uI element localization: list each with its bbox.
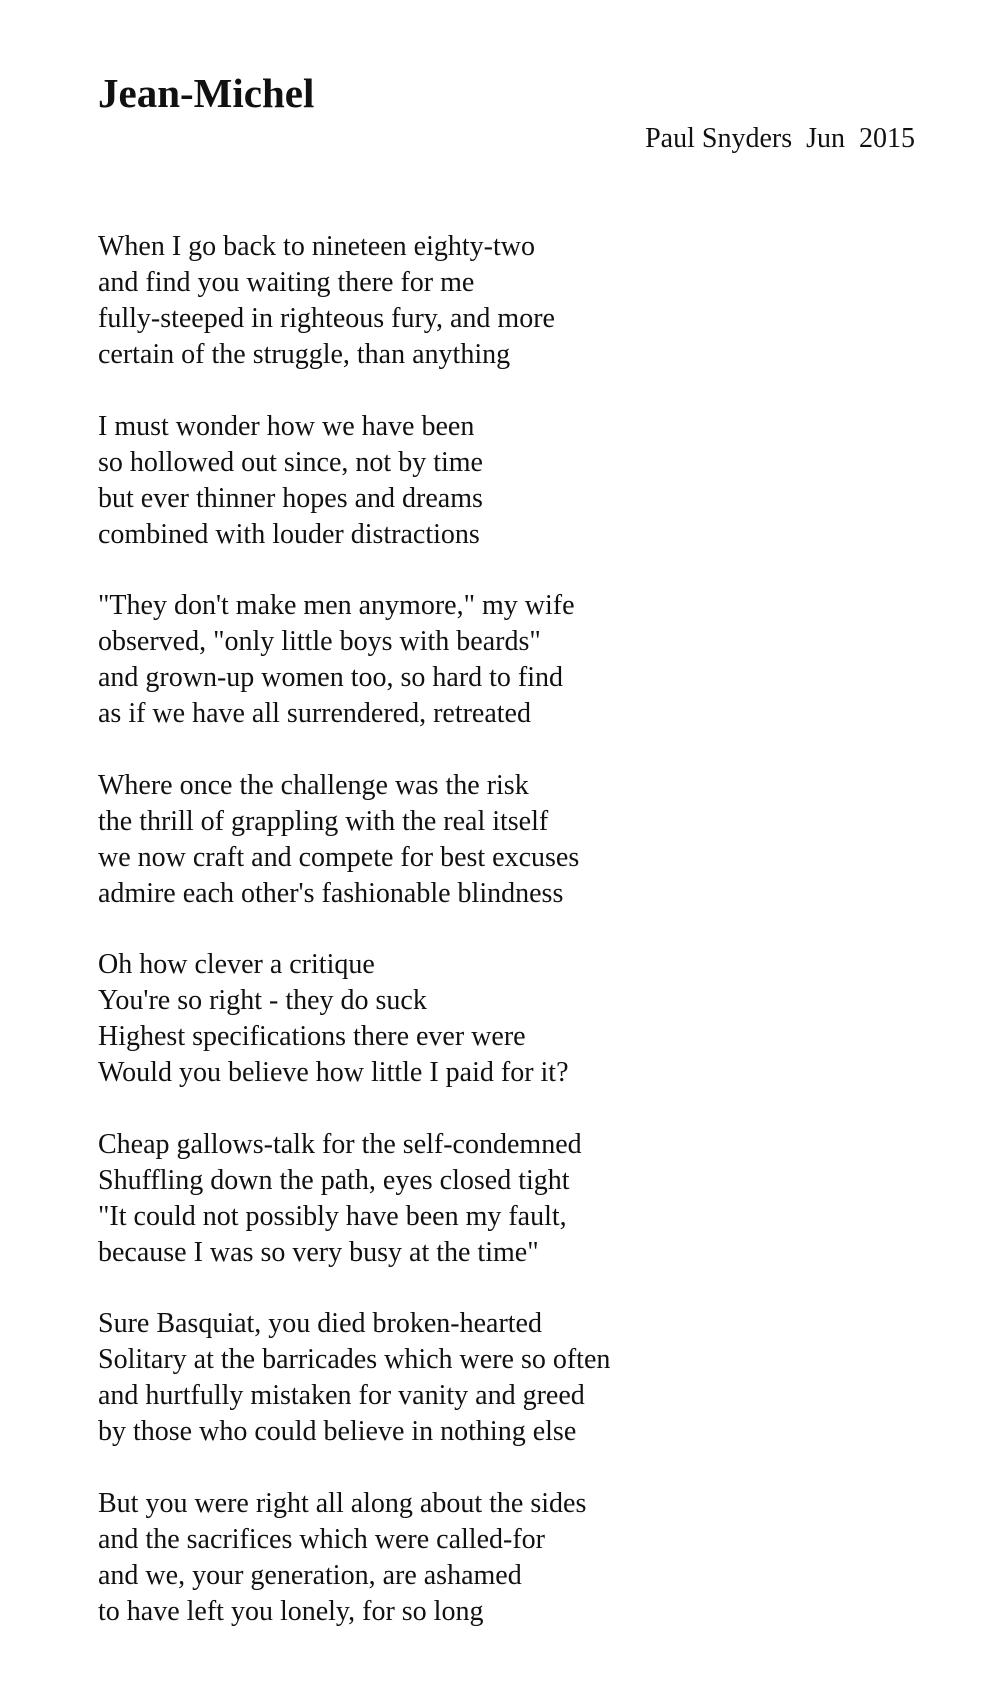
- stanza: [98, 1127, 918, 1271]
- poem-line: and the sacrifices which were called-for: [98, 1523, 545, 1555]
- stanza: [98, 229, 918, 373]
- poem-line: Where once the challenge was the risk: [98, 769, 529, 801]
- poem-line: When I go back to nineteen eighty-two: [98, 231, 535, 262]
- poem-line: by those who could believe in nothing else: [98, 1416, 577, 1447]
- poem-line: we now craft and compete for best excuses: [98, 841, 580, 873]
- poem-line: because I was so very busy at the time": [98, 1236, 539, 1268]
- poem-line: but ever thinner hopes and dreams: [98, 482, 483, 514]
- poem-line: fully-steeped in righteous fury, and more: [98, 303, 555, 334]
- stanza: [98, 768, 918, 912]
- poem-title: Jean-Michel: [98, 70, 315, 116]
- poem-line: I must wonder how we have been: [98, 410, 475, 442]
- poem-line: Sure Basquiat, you died broken-hearted: [98, 1308, 542, 1339]
- author-date-byline: Paul Snyders Jun 2015: [645, 123, 915, 154]
- poem-line: Oh how clever a critique: [98, 949, 375, 980]
- poem-line: and hurtfully mistaken for vanity and greed: [98, 1380, 585, 1411]
- poem-line: But you were right all along about the sides: [98, 1487, 587, 1519]
- poem-line: "It could not possibly have been my fault,: [98, 1200, 567, 1232]
- stanza: [98, 947, 918, 1091]
- poem-line: Shuffling down the path, eyes closed tight: [98, 1164, 570, 1196]
- stanza: [98, 1306, 918, 1450]
- stanza: [98, 409, 918, 553]
- poem-line: so hollowed out since, not by time: [98, 446, 483, 478]
- poem-line: admire each other's fashionable blindness: [98, 877, 564, 909]
- stanza: [98, 588, 918, 732]
- stanza: [98, 1486, 918, 1630]
- poem-line: as if we have all surrendered, retreated: [98, 698, 531, 729]
- poem-line: the thrill of grappling with the real itself: [98, 805, 549, 837]
- poem-line: Cheap gallows-talk for the self-condemned: [98, 1128, 582, 1160]
- poem-line: Would you believe how little I paid for it?: [98, 1057, 569, 1088]
- poem-body: [98, 229, 918, 1665]
- poem-line: and we, your generation, are ashamed: [98, 1559, 522, 1591]
- poem-line: observed, "only little boys with beards": [98, 626, 541, 657]
- poem-line: and find you waiting there for me: [98, 267, 475, 298]
- poem-line: "They don't make men anymore," my wife: [98, 590, 575, 621]
- poem-line: certain of the struggle, than anything: [98, 339, 511, 370]
- poem-line: Solitary at the barricades which were so often: [98, 1344, 611, 1375]
- poem-line: You're so right - they do suck: [98, 985, 427, 1016]
- poem-line: to have left you lonely, for so long: [98, 1595, 484, 1627]
- poem-line: combined with louder distractions: [98, 518, 480, 550]
- poem-line: Highest specifications there ever were: [98, 1021, 526, 1052]
- poem-line: and grown-up women too, so hard to find: [98, 662, 564, 693]
